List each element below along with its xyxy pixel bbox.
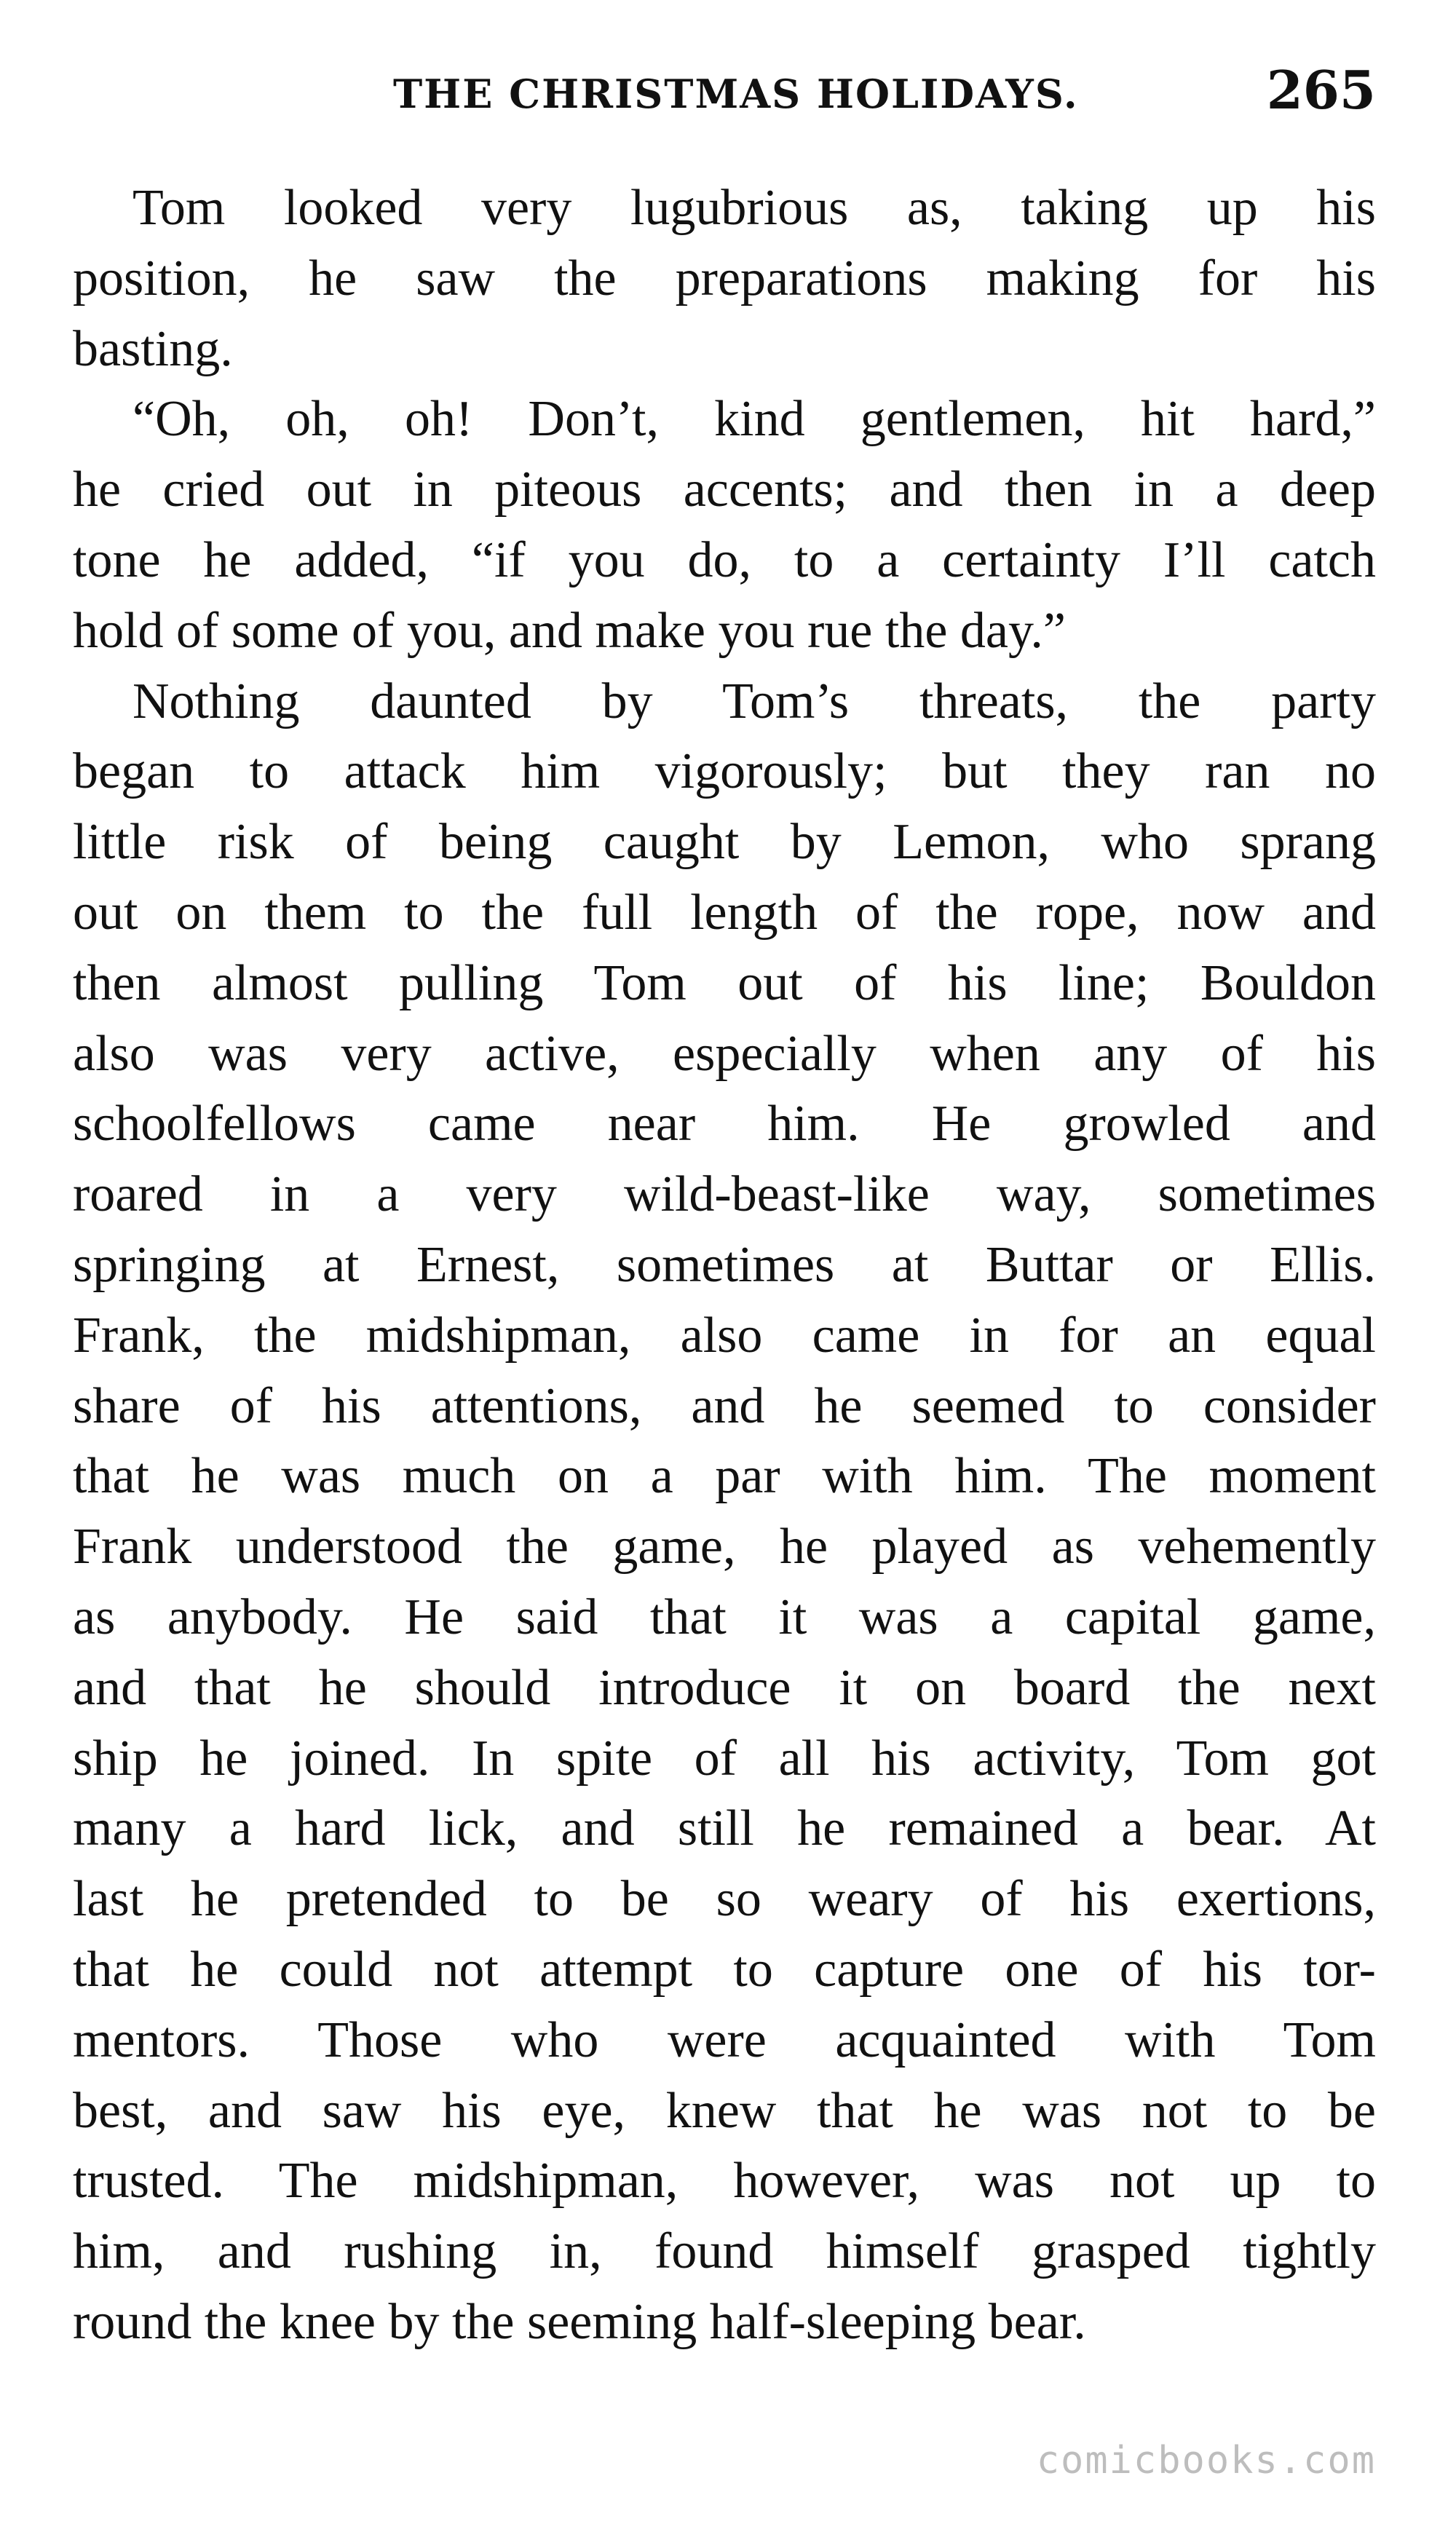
text-line: Tom looked very lugubrious as, taking up his — [132, 180, 1376, 236]
running-title: THE CHRISTMAS HOLIDAYS. — [393, 71, 1079, 117]
text-line: round the knee by the seeming half-sleeping bear. — [73, 2293, 1086, 2350]
text-line: also was very active, especially when any of his — [73, 1025, 1376, 1082]
text-line: little risk of being caught by Lemon, who sprang — [73, 814, 1376, 871]
text-line: basting. — [73, 320, 233, 377]
text-line: as anybody. He said that it was a capital game, — [73, 1589, 1376, 1645]
text-line: he cried out in piteous accents; and then in a deep — [73, 462, 1376, 518]
text-line: Frank understood the game, he played as vehemently — [73, 1519, 1376, 1575]
text-line: out on them to the full length of the rope, now and — [73, 884, 1376, 941]
text-line: schoolfellows came near him. He growled and — [73, 1096, 1376, 1152]
text-line: share of his attentions, and he seemed to consider — [73, 1377, 1376, 1434]
text-line: that he could not attempt to capture one of his tor- — [73, 1941, 1376, 1998]
text-line: that he was much on a par with him. The moment — [73, 1448, 1376, 1505]
page-number: 265 — [1266, 59, 1376, 121]
text-line: many a hard lick, and still he remained a bear. At — [73, 1800, 1376, 1857]
text-line: him, and rushing in, found himself grasped tightly — [73, 2223, 1376, 2280]
text-line: best, and saw his eye, knew that he was not to be — [73, 2082, 1376, 2139]
text-line: springing at Ernest, sometimes at Buttar or Ellis. — [73, 1236, 1376, 1293]
body-text — [73, 173, 1376, 2358]
running-header — [73, 59, 1376, 130]
text-line: hold of some of you, and make you rue the day.” — [73, 602, 1066, 659]
text-line: tone he added, “if you do, to a certainty I’ll catch — [73, 531, 1376, 588]
watermark-text: comicbooks.com — [1036, 2439, 1376, 2482]
text-line: last he pretended to be so weary of his exertions, — [73, 1871, 1376, 1928]
text-line: Frank, the midshipman, also came in for an equal — [73, 1307, 1376, 1364]
text-line: then almost pulling Tom out of his line; Bouldon — [73, 954, 1376, 1011]
text-line: Nothing daunted by Tom’s threats, the party — [132, 673, 1376, 729]
text-line: position, he saw the preparations making for his — [73, 250, 1376, 306]
text-line: and that he should introduce it on board the next — [73, 1659, 1376, 1716]
text-line: trusted. The midshipman, however, was not up to — [73, 2153, 1376, 2209]
text-line: roared in a very wild-beast-like way, sometimes — [73, 1166, 1376, 1223]
text-line: began to attack him vigorously; but they ran no — [73, 743, 1376, 800]
text-line: ship he joined. In spite of all his activity, Tom got — [73, 1730, 1376, 1787]
text-line: “Oh, oh, oh! Don’t, kind gentlemen, hit hard,” — [132, 391, 1376, 448]
text-line: mentors. Those who were acquainted with Tom — [73, 2011, 1376, 2068]
